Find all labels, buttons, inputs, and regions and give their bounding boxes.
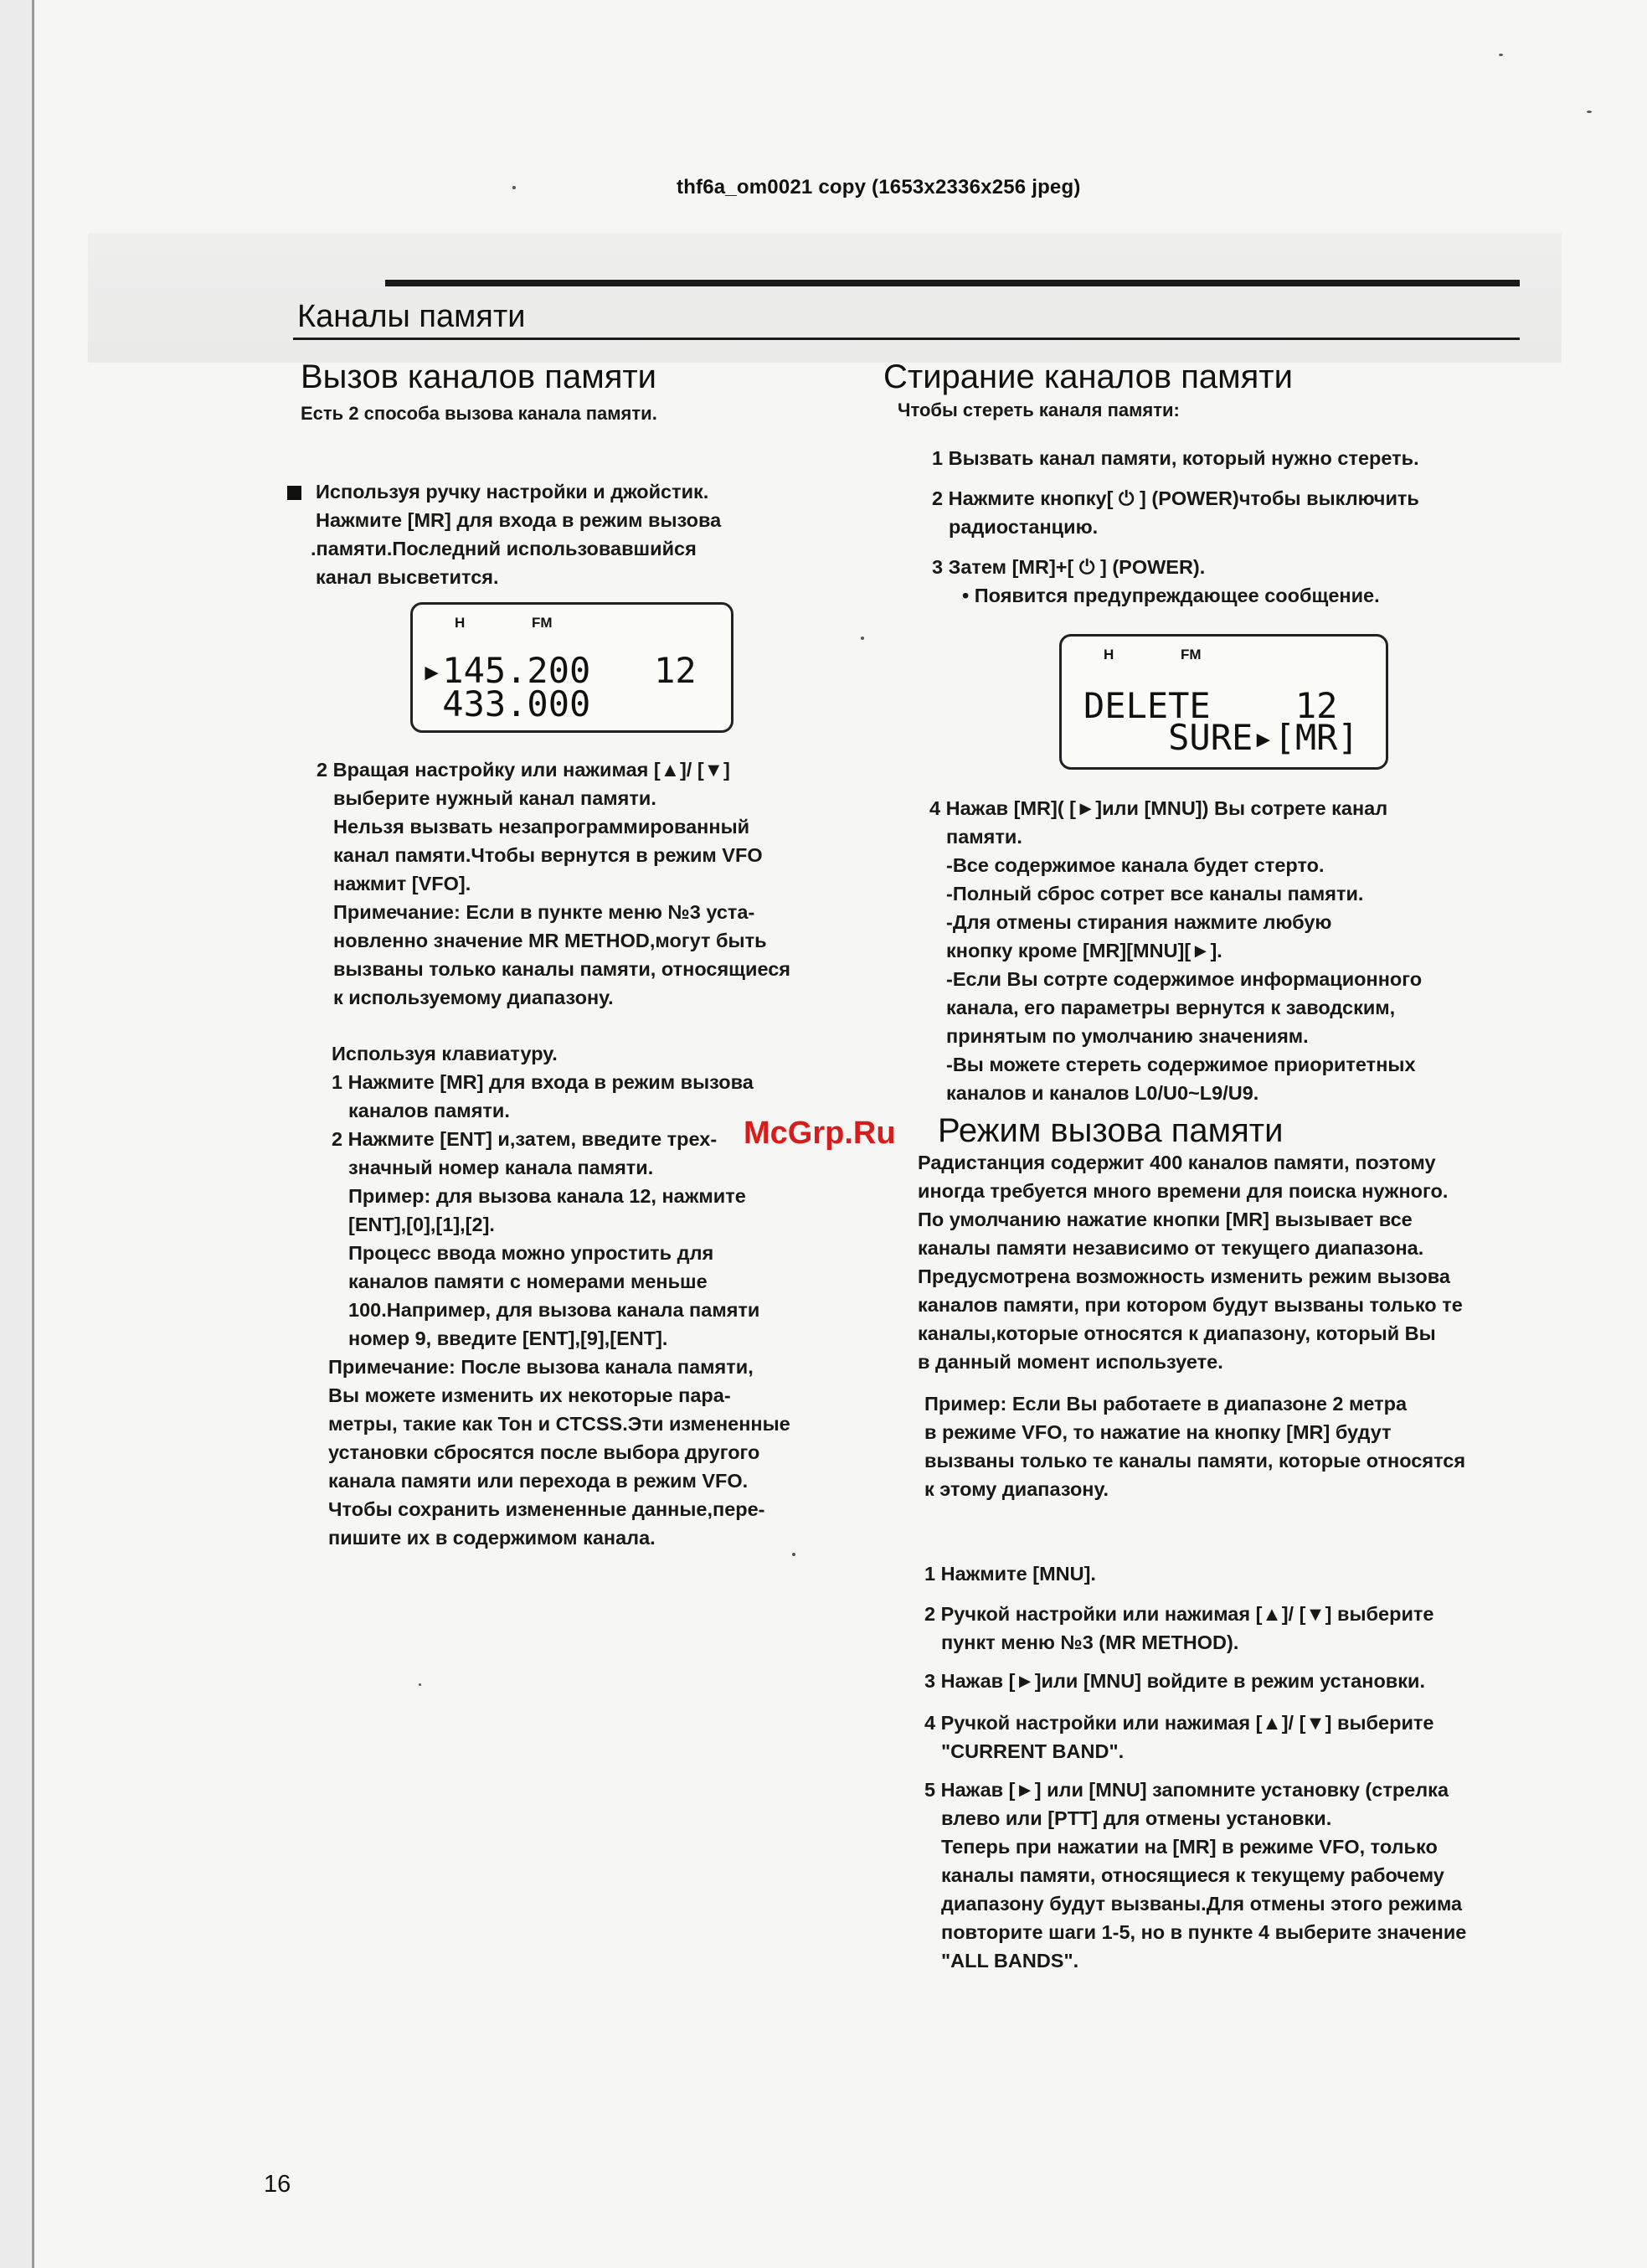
keypad-line: каналов памяти с номерами меньше (348, 1271, 708, 1292)
erase-step-line: 1 Вызвать канал памяти, который нужно стереть. (932, 447, 1419, 469)
steps2-line: 5 Нажав [►] или [MNU] запомните установку (стрелка (924, 1779, 1449, 1801)
step2-line: к используемому диапазону. (333, 987, 614, 1008)
step4-line: -Полный сброс сотрет все каналы памяти. (946, 883, 1364, 905)
keypad-line: канала памяти или перехода в режим VFO. (328, 1470, 749, 1492)
para2-line: вызваны только те каналы памяти, которые относятся (924, 1450, 1466, 1472)
lcd-indicator-h: H (1104, 647, 1114, 662)
method1-block (311, 477, 722, 591)
para1-line: Радистанция содержит 400 каналов памяти, поэтому (918, 1152, 1436, 1173)
scan-speck (1499, 54, 1503, 56)
keypad-line: 2 Нажмите [ENT] и,затем, введите трех- (332, 1128, 718, 1150)
right-intro: Чтобы стереть каналя памяти: (898, 399, 1180, 420)
file-caption: thf6a_om0021 copy (1653x2336x256 jpeg) (677, 176, 1081, 198)
header-rule-thin (293, 338, 1520, 340)
method1-line: Используя ручку настройки и джойстик. (316, 481, 709, 503)
erase-step-line: 3 Затем [MR]+[ ⏻ ] (POWER). (932, 556, 1206, 578)
step2-line: вызваны только каналы памяти, относящиеся (333, 958, 790, 980)
keypad-line: установки сбросятся после выбора другого (328, 1441, 760, 1463)
method1-line: Нажмите [MR] для входа в режим вызова (316, 509, 722, 531)
watermark: McGrp.Ru (744, 1116, 896, 1151)
erase-step4 (929, 794, 1422, 1107)
scan-speck (419, 1683, 421, 1686)
keypad-line: пишите их в содержимом канала. (328, 1527, 656, 1549)
keypad-line: Используя клавиатуру. (332, 1043, 558, 1064)
erase-steps (932, 444, 1419, 610)
lcd-indicator-h: H (455, 615, 466, 631)
para1-line: По умолчанию нажатие кнопки [MR] вызывает все (918, 1209, 1413, 1230)
step2-line: Нельзя вызвать незапрограммированный (333, 816, 750, 838)
para1-line: иногда требуется много времени для поиска нужного. (918, 1180, 1449, 1202)
keypad-line: Процесс ввода можно упростить для (348, 1242, 714, 1264)
step4-line: -Для отмены стирания нажмите любую (946, 911, 1332, 933)
recall-mode-steps (924, 1559, 1466, 1975)
step4-line: памяти. (946, 826, 1022, 848)
step4-line: канала, его параметры вернутся к заводским, (946, 997, 1396, 1018)
steps2-line: влево или [PTT] для отмены установки. (941, 1807, 1332, 1829)
steps2-line: 1 Нажмите [MNU]. (924, 1563, 1096, 1585)
steps2-line: повторите шаги 1-5, но в пункте 4 выберите значение (941, 1921, 1467, 1943)
right-title: Стирание каналов памяти (883, 358, 1293, 395)
steps2-line: 3 Нажав [►]или [MNU] войдите в режим установки. (924, 1670, 1425, 1692)
step2-line: выберите нужный канал памяти. (333, 787, 656, 809)
scan-speck (792, 1553, 795, 1556)
lcd-display-recall (410, 602, 733, 733)
para2-line: Пример: Если Вы работаете в диапазоне 2 метра (924, 1393, 1408, 1415)
para2-line: к этому диапазону. (924, 1478, 1109, 1500)
step2-line: канал памяти.Чтобы вернутся в режим VFO (333, 844, 763, 866)
erase-step-line: • Появится предупреждающее сообщение. (962, 585, 1380, 606)
steps2-line: пункт меню №3 (MR METHOD). (941, 1631, 1239, 1653)
steps2-line: каналы памяти, относящиеся к текущему рабочему (941, 1864, 1444, 1886)
step2-line: нажмит [VFO]. (333, 873, 471, 894)
recall-mode-para2 (924, 1389, 1465, 1503)
erase-step-line: 2 Нажмите кнопку[ ⏻ ] (POWER)чтобы выключить (932, 487, 1419, 509)
step4-line: -Если Вы сотрте содержимое информационного (946, 968, 1423, 990)
steps2-line: "ALL BANDS". (941, 1950, 1079, 1972)
recall-mode-para1 (918, 1148, 1463, 1376)
scan-speck (512, 186, 516, 189)
step4-line: -Все содержимое канала будет стерто. (946, 854, 1325, 876)
step2-line: Примечание: Если в пункте меню №3 уста- (333, 901, 755, 923)
keypad-block (328, 1039, 790, 1552)
para1-line: Предусмотрена возможность изменить режим вызова (918, 1265, 1450, 1287)
section-header: Каналы памяти (297, 299, 526, 334)
step4-line: кнопку кроме [MR][MNU][►]. (946, 940, 1222, 961)
lcd-line-2: 433.000 (421, 683, 591, 724)
keypad-line: Вы можете изменить их некоторые пара- (328, 1384, 731, 1406)
para1-line: каналы памяти независимо от текущего диапазона. (918, 1237, 1424, 1259)
page-number: 16 (264, 2171, 291, 2198)
bleed-through-band (88, 233, 1562, 363)
method1-line: канал высветится. (316, 566, 499, 588)
para1-line: каналы,которые относятся к диапазону, который Вы (918, 1322, 1436, 1344)
scan-speck (861, 637, 864, 640)
lcd-display-delete (1059, 634, 1388, 770)
keypad-line: [ENT],[0],[1],[2]. (348, 1214, 495, 1235)
bullet-square (287, 486, 301, 500)
lcd-line-2: SURE▸[MR] (1083, 717, 1359, 758)
keypad-line: Чтобы сохранить измененные данные,пере- (328, 1498, 765, 1520)
step4-line: 4 Нажав [MR]( [►]или [MNU]) Вы сотрете канал (929, 797, 1388, 819)
steps2-line: Теперь при нажатии на [MR] в режиме VFO, только (941, 1836, 1438, 1858)
lcd-indicator-fm: FM (532, 615, 553, 631)
step4-line: -Вы можете стереть содержимое приоритетных (946, 1054, 1416, 1075)
step2-line: 2 Вращая настройку или нажимая [▲]/ [▼] (317, 759, 730, 781)
header-rule-thick (385, 280, 1520, 286)
steps2-line: 4 Ручкой настройки или нажимая [▲]/ [▼] выберите (924, 1712, 1434, 1734)
keypad-line: каналов памяти. (348, 1100, 510, 1121)
keypad-line: Пример: для вызова канала 12, нажмите (348, 1185, 746, 1207)
lcd-line-1: ▸145.200 12 (421, 650, 697, 691)
erase-step-line: радиостанцию. (949, 516, 1099, 538)
scan-speck (1587, 111, 1592, 113)
lcd-indicator-fm: FM (1181, 647, 1202, 662)
keypad-line: метры, такие как Тон и CTCSS.Эти измененные (328, 1413, 790, 1435)
step4-line: принятым по умолчанию значениям. (946, 1025, 1309, 1047)
recall-mode-title: Режим вызова памяти (938, 1112, 1284, 1149)
para1-line: в данный момент используете. (918, 1351, 1223, 1373)
keypad-line: значный номер канала памяти. (348, 1157, 654, 1178)
steps2-line: "CURRENT BAND". (941, 1740, 1125, 1762)
step2-block (317, 755, 790, 1012)
keypad-line: Примечание: После вызова канала памяти, (328, 1356, 754, 1378)
keypad-line: 1 Нажмите [MR] для входа в режим вызова (332, 1071, 754, 1093)
steps2-line: 2 Ручкой настройки или нажимая [▲]/ [▼] выберите (924, 1603, 1434, 1625)
steps2-line: диапазону будут вызваны.Для отмены этого режима (941, 1893, 1463, 1915)
method1-line: .памяти.Последний использовавшийся (311, 538, 697, 559)
keypad-line: номер 9, введите [ENT],[9],[ENT]. (348, 1327, 668, 1349)
lcd-line-1: DELETE 12 (1083, 685, 1338, 726)
step2-line: новленно значение MR METHOD,могут быть (333, 930, 767, 951)
left-title: Вызов каналов памяти (301, 358, 657, 395)
keypad-line: 100.Например, для вызова канала памяти (348, 1299, 760, 1321)
left-intro: Есть 2 способа вызова канала памяти. (301, 403, 657, 424)
para1-line: каналов памяти, при котором будут вызваны только те (918, 1294, 1463, 1316)
para2-line: в режиме VFO, то нажатие на кнопку [MR] будут (924, 1421, 1392, 1443)
step4-line: каналов и каналов L0/U0~L9/U9. (946, 1082, 1259, 1104)
